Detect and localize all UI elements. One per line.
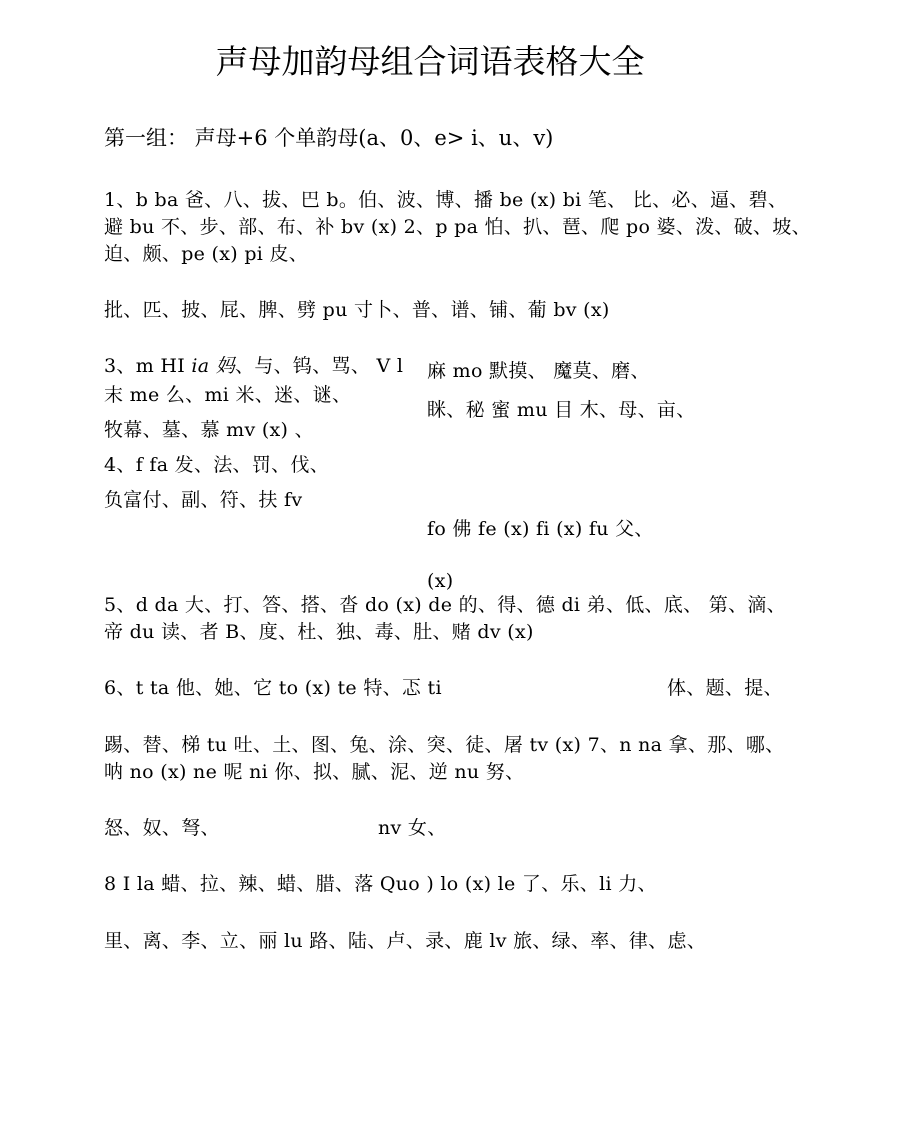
text-line: 迫、颇、pe (x) pi 皮、 bbox=[104, 243, 309, 265]
text-line: 体、题、提、 bbox=[667, 677, 783, 699]
text-line: 1、b ba 爸、八、拔、巴 b。伯、波、博、播 be (x) bi 笔、 比、必、逼、碧、 bbox=[104, 189, 788, 211]
page-title: 声母加韵母组合词语表格大全 bbox=[215, 42, 645, 81]
text-line: fo 佛 fe (x) fi (x) fu 父、 bbox=[427, 518, 654, 540]
text-line: 帝 du 读、者 B、度、杜、独、毒、肚、赌 dv (x) bbox=[104, 621, 534, 643]
text-line: 末 me 么、mi 米、迷、谜、 bbox=[104, 384, 352, 406]
text-line: 里、离、李、立、丽 lu 路、陆、卢、录、鹿 lv 旅、绿、率、律、虑、 bbox=[104, 930, 707, 952]
section-subtitle: 第一组： 声母+6 个单韵母(a、0、e> i、u、v) bbox=[104, 126, 554, 150]
text-line: 5、d da 大、打、答、搭、沓 do (x) de 的、得、德 di 弟、低、底、 第、滴、 bbox=[104, 594, 786, 616]
text-line: nv 女、 bbox=[378, 817, 447, 839]
text-line: 踢、替、梯 tu 吐、土、图、兔、涂、突、徒、屠 tv (x) 7、n na 拿、那、哪、 bbox=[104, 734, 785, 756]
text-line: (x) bbox=[427, 570, 454, 592]
text-line: 眯、秘 蜜 mu 目 木、母、亩、 bbox=[427, 399, 696, 421]
text-line: 麻 mo 默摸、 魔莫、磨、 bbox=[427, 360, 650, 382]
text-line: 呐 no (x) ne 呢 ni 你、拟、腻、泥、逆 nu 努、 bbox=[104, 761, 525, 783]
text-line: 怒、奴、弩、 bbox=[104, 817, 220, 839]
text-line: 3、m HI ia 妈、与、钨、骂、 V l bbox=[104, 355, 404, 377]
text-line: 牧幕、墓、慕 mv (x) 、 bbox=[104, 419, 314, 441]
text-line: 4、f fa 发、法、罚、伐、 bbox=[104, 454, 330, 476]
text-line: 8 I la 蜡、拉、辣、蜡、腊、落 Quo ) lo (x) le 了、乐、li 力、 bbox=[104, 873, 657, 895]
text-line: 6、t ta 他、她、它 to (x) te 特、忑 ti bbox=[104, 677, 442, 699]
text-line: 避 bu 不、步、部、布、补 bv (x) 2、p pa 怕、扒、琶、爬 po 婆、泼、破、坡、 bbox=[104, 216, 811, 238]
text-line: 批、匹、披、屁、脾、劈 pu 寸卜、普、谱、铺、葡 bv (x) bbox=[104, 299, 610, 321]
text-line: 负富付、副、符、扶 fv bbox=[104, 489, 303, 511]
